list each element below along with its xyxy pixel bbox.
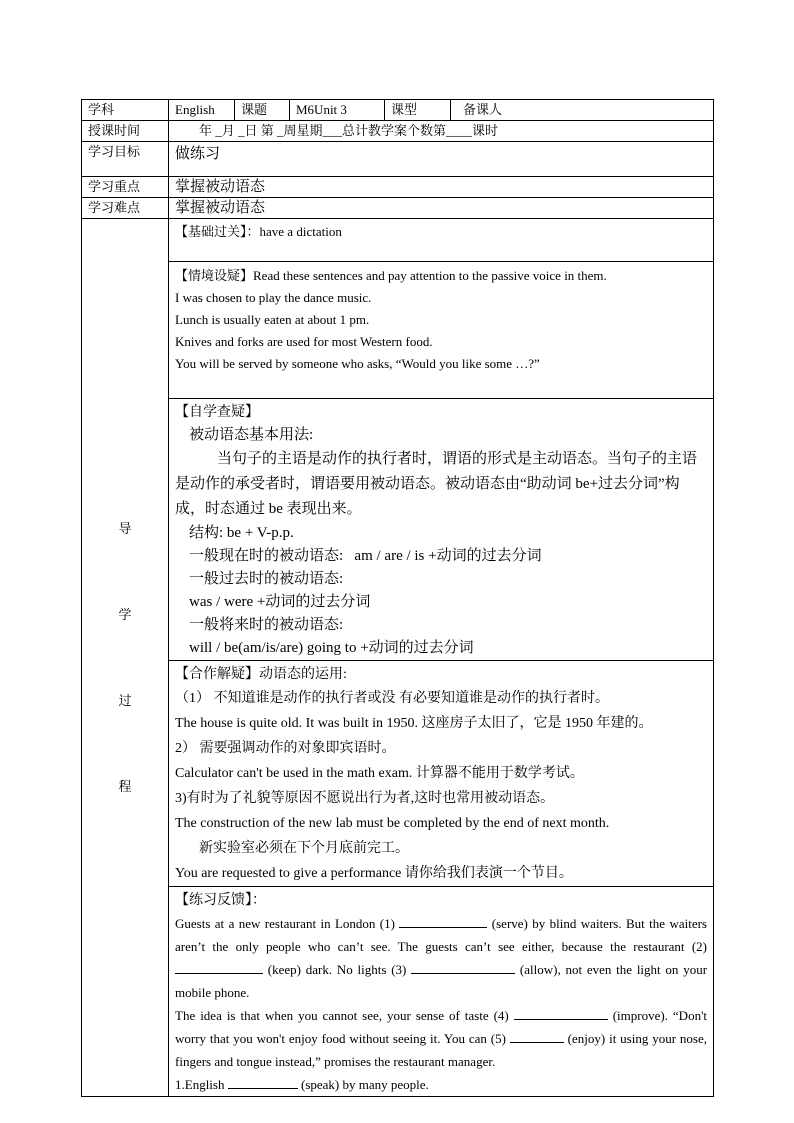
q1-text-a: 1.English [175,1077,225,1092]
basic-row [82,219,714,262]
time-text: 年 _月 _日 第 _周星期___总计教学案个数第____课时 [199,123,499,138]
situation-heading: 【情境设疑】 [175,268,254,283]
preparer-text: 备课人 [463,102,503,117]
structure-text: 结构: be + V-p.p. [189,525,294,541]
practice-paragraph-1 [175,912,707,1004]
p1-text-a: Guests at a new restaurant in London (1) [175,916,395,931]
cooperation-example-4: You are requested to give a performance 请你给我们表演一个节目。 [175,866,573,881]
difficulty-row [82,198,714,219]
situation-line-1: I was chosen to play the dance music. [175,290,372,305]
cooperation-example-1: The house is quite old. It was built in 1950. 这座房子太旧了，它是 1950 年建的。 [175,716,653,731]
difficulty-label: 学习难点 [82,198,169,219]
present-form: am / are / is +动词的过去分词 [354,548,542,564]
future-label: 一般将来时的被动语态: [189,617,344,633]
cooperation-example-2: Calculator can't be used in the math exam. 计算器不能用于数学考试。 [175,766,584,781]
cooperation-section [169,661,714,887]
present-label: 一般现在时的被动语态: [189,548,344,564]
preparer-label [451,100,714,121]
q1-text-b: (speak) by many people. [300,1077,429,1092]
practice-heading: 【练习反馈】： [175,893,266,908]
basic-heading: 【基础过关】： [175,224,260,239]
practice-paragraph-2 [175,1004,707,1073]
situation-row [82,262,714,399]
type-label: 课型 [385,100,451,121]
p2-text-c: (enjoy) it using your nose, fingers and tongue instead,” promises the restaurant manager. [175,1031,708,1069]
focus-value: 掌握被动语态 [169,177,714,198]
difficulty-value: 掌握被动语态 [169,198,714,219]
cooperation-point-3: 3)有时为了礼貌等原因不愿说出行为者,这时也常用被动语态。 [175,791,555,806]
practice-row [82,887,714,1097]
header-row [82,100,714,121]
topic-value: M6Unit 3 [290,100,385,121]
cooperation-row [82,661,714,887]
goal-row [82,142,714,177]
time-value [169,121,714,142]
situation-intro: Read these sentences and pay attention to the passive voice in them. [253,268,607,283]
cooperation-heading-text: 动语态的运用: [259,667,347,682]
p1-text-c: (keep) dark. No lights (3) [267,962,407,977]
time-row [82,121,714,142]
past-label: 一般过去时的被动语态: [189,571,344,587]
past-form: was / were +动词的过去分词 [189,594,371,610]
p1-text-b: (serve) by blind waiters. But the waiters aren’t the only people who can’t see. The guests can’t see either, because the restaurant (2) [175,916,707,954]
blank-3[interactable] [411,959,515,974]
p2-text-b: (improve). “Don't worry that you won't enjoy food without seeing it. You can (5) [175,1008,708,1046]
usage-paragraph: 当句子的主语是动作的执行者时，谓语的形式是主动语态。当句子的主语是动作的承受者时，谓语要用被动语态。被动语态由“助动词 be+过去分词”构成，时态通过 be 表现出来。 [175,451,698,517]
cooperation-heading: 【合作解疑】 [175,667,259,682]
side-char-1: 导 [118,520,132,536]
topic-label: 课题 [235,100,290,121]
future-form: will / be(am/is/are) going to +动词的过去分词 [189,640,474,656]
side-char-2: 学 [118,606,132,622]
self-study-section [169,399,714,661]
p2-text-a: The idea is that when you cannot see, your sense of taste (4) [175,1008,509,1023]
blank-1[interactable] [399,913,487,928]
blank-5[interactable] [510,1028,564,1043]
practice-section [169,887,714,1097]
focus-label: 学习重点 [82,177,169,198]
basic-section [169,219,714,262]
blank-2[interactable] [175,959,263,974]
cooperation-point-1: （1） 不知道谁是动作的执行者或没 有必要知道谁是动作的执行者时。 [175,691,609,706]
situation-section [169,262,714,399]
p1-text-d: (allow), not even the light on your mobile phone. [175,962,708,1000]
time-label: 授课时间 [82,121,169,142]
focus-row [82,177,714,198]
cooperation-point-2: 2） 需要强调动作的对象即宾语时。 [175,741,396,756]
self-study-heading: 【自学查疑】 [175,405,259,420]
present-line [175,545,707,568]
side-char-4: 程 [118,778,132,794]
situation-line-4: You will be served by someone who asks, “Would you like some …?” [175,356,540,371]
question-1 [175,1073,707,1096]
cooperation-example-3-cn: 新实验室必须在下个月底前完工。 [199,841,409,856]
subject-value: English [169,100,235,121]
process-side-label [82,219,169,1097]
usage-title: 被动语态基本用法: [189,427,314,443]
self-study-row [82,399,714,661]
cooperation-example-3: The construction of the new lab must be completed by the end of next month. [175,816,610,831]
situation-line-2: Lunch is usually eaten at about 1 pm. [175,312,370,327]
situation-line-3: Knives and forks are used for most Western food. [175,334,433,349]
lesson-plan-table [81,99,714,1097]
side-char-3: 过 [118,692,132,708]
blank-q1[interactable] [228,1074,298,1089]
goal-value: 做练习 [169,142,714,177]
subject-label: 学科 [82,100,169,121]
blank-4[interactable] [514,1005,608,1020]
basic-text: have a dictation [259,224,342,239]
goal-label: 学习目标 [82,142,169,177]
